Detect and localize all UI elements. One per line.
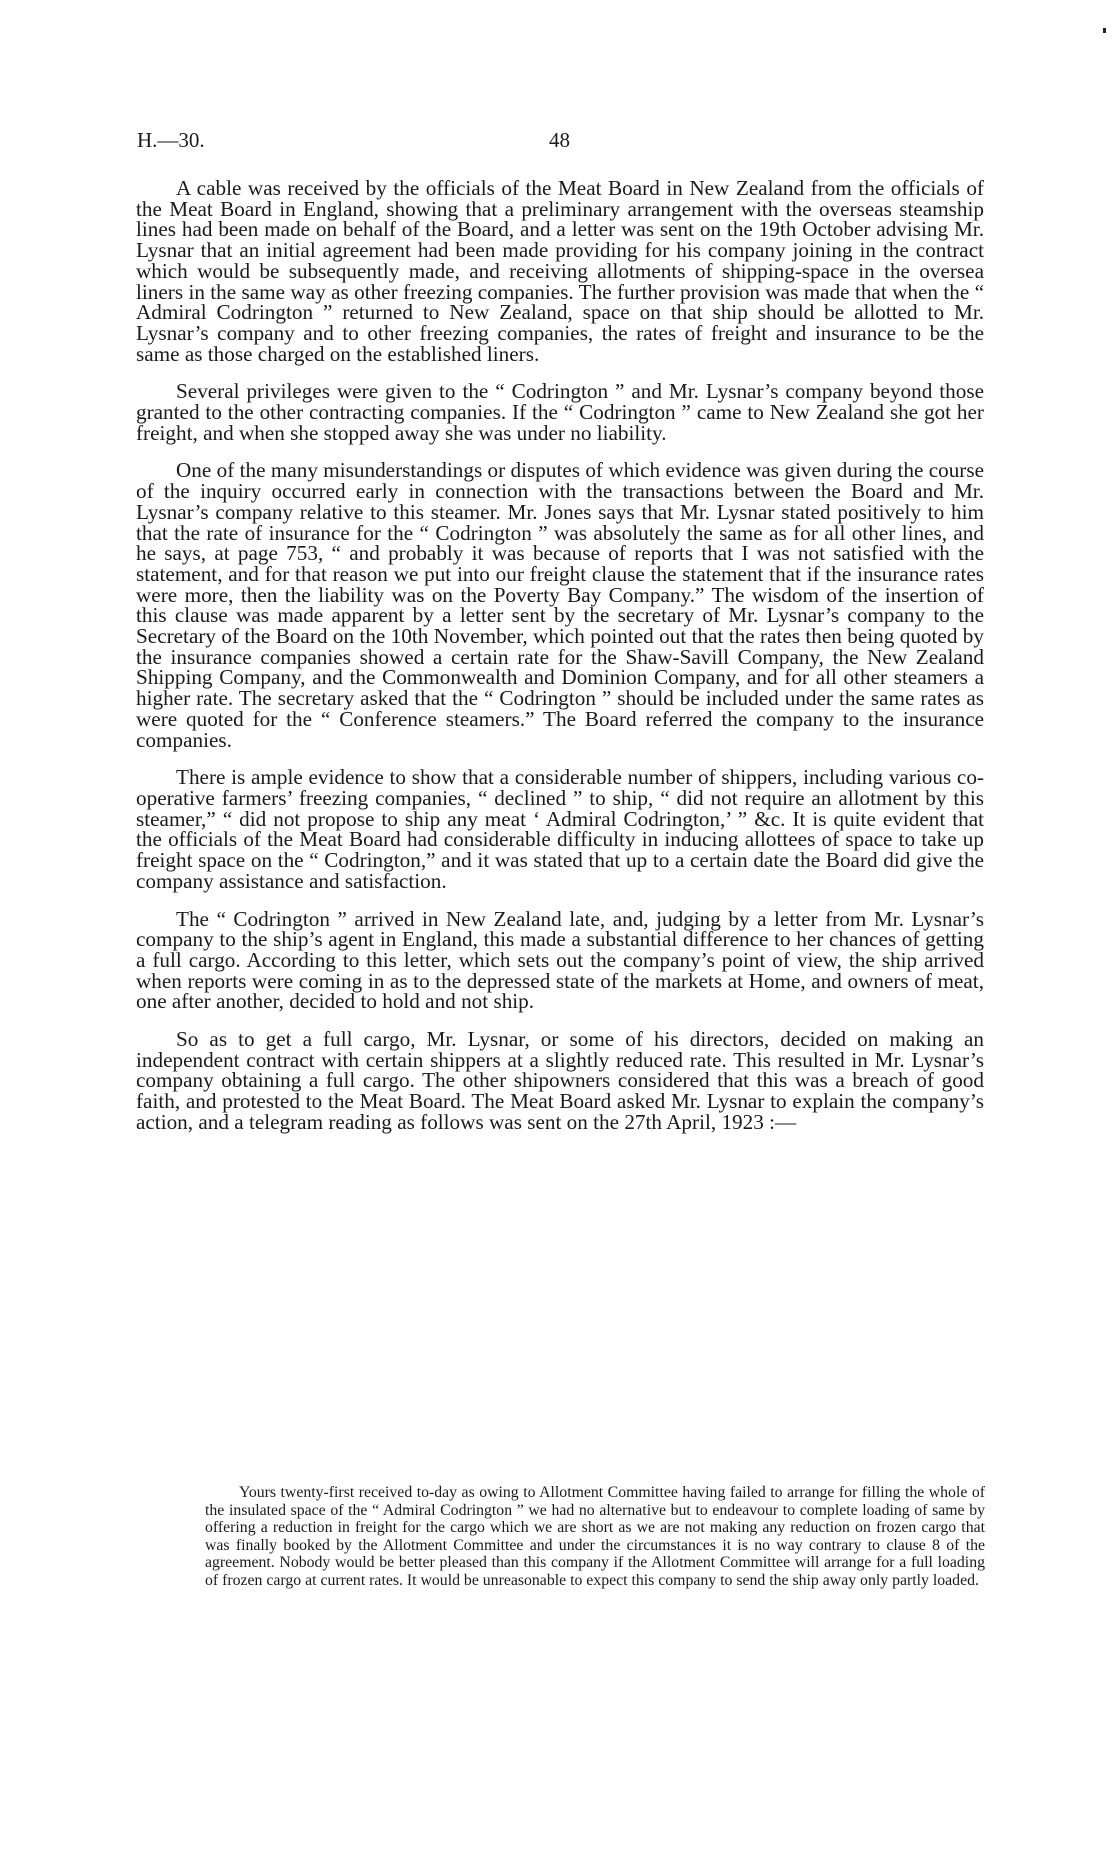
paragraph: One of the many misunderstandings or disputes of which evidence was given during the course of the inquiry occurred early in connection with the transactions between the Board and Mr. Lysnar’s company relative to this steamer. Mr. Jones says that Mr. Lysnar stated positively to him that the rate of insurance for the “ Codrington ” was absolutely the same as for all other lines, and he says, at page 753, “ and probably it was because of reports that I was not satisfied with the statement, and for that reason we put into our freight clause the statement that if the insurance rates were more, then the liability was on the Poverty Bay Company.” The wisdom of the insertion of this clause was made apparent by a letter sent by the secretary of Mr. Lysnar’s company to the Secretary of the Board on the 10th November, which pointed out that the rates then being quoted by the insurance companies showed a certain rate for the Shaw-Savill Company, the New Zealand Shipping Company, and the Commonwealth and Dominion Company, and for all other steamers a higher rate. The secretary asked that the “ Codrington ” should be included under the same rates as were quoted for the “ Conference steamers.” The Board referred the company to the insurance companies. (136, 458, 984, 752)
scan-mark (1103, 28, 1106, 33)
paragraph: A cable was received by the officials of the Meat Board in New Zealand from the officials of the Meat Board in England, showing that a preliminary arrangement with the overseas steamship lines had been made on behalf of the Board, and a letter was sent on the 19th October advising Mr. Lysnar that an initial agreement had been made providing for his company joining in the contract which would be subsequently made, and receiving allotments of shipping-space in the oversea liners in the same way as other freezing companies. The further provision was made that when the “ Admiral Codrington ” returned to New Zealand, space on that ship should be allotted to Mr. Lysnar’s company and to other freezing companies, the rates of freight and insurance to be the same as those charged on the established liners. (136, 176, 984, 366)
paragraph: There is ample evidence to show that a considerable number of shippers, including various co-operative farmers’ freezing companies, “ declined ” to ship, “ did not require an allotment by this steamer,” “ did not propose to ship any meat ‘ Admiral Codrington,’ ” &c. It is quite evident that the officials of the Meat Board had considerable difficulty in inducing allottees of space to take up freight space on the “ Codrington,” and it was stated that up to a certain date the Board did give the company assistance and satisfaction. (136, 765, 984, 893)
paragraph: So as to get a full cargo, Mr. Lysnar, or some of his directors, decided on making an independent contract with certain shippers at a slightly reduced rate. This resulted in Mr. Lysnar’s company obtaining a full cargo. The other shipowners considered that this was a breach of good faith, and protested to the Meat Board. The Meat Board asked Mr. Lysnar to explain the company’s action, and a telegram reading as follows was sent on the 27th April, 1923 :— (136, 1027, 984, 1134)
document-reference: H.—30. (137, 128, 205, 152)
page-number: 48 (549, 128, 570, 152)
telegram-quote: Yours twenty-first received to-day as owing to Allotment Committee having failed to arrange for filling the whole of the insulated space of the “ Admiral Codrington ” we had no alternative but to endeavour to complete loading of same by offering a reduction in freight for the cargo which we are short as we are not making any reduction on frozen cargo that was finally booked by the Allotment Committee and under the circumstances it is no way contrary to clause 8 of the agreement. Nobody would be better pleased than this company if the Allotment Committee will arrange for a full loading of frozen cargo at current rates. It would be unreasonable to expect this company to send the ship away only partly loaded. (205, 1484, 985, 1589)
body-text (136, 178, 984, 1150)
paragraph: The “ Codrington ” arrived in New Zealand late, and, judging by a letter from Mr. Lysnar’s company to the ship’s agent in England, this made a substantial difference to her chances of getting a full cargo. According to this letter, which sets out the company’s point of view, the ship arrived when reports were coming in as to the depressed state of the markets at Home, and owners of meat, one after another, decided to hold and not ship. (136, 906, 984, 1014)
page-header (137, 128, 977, 158)
paragraph: Several privileges were given to the “ Codrington ” and Mr. Lysnar’s company beyond those granted to the other contracting companies. If the “ Codrington ” came to New Zealand she got her freight, and when she stopped away she was under no liability. (136, 379, 984, 445)
